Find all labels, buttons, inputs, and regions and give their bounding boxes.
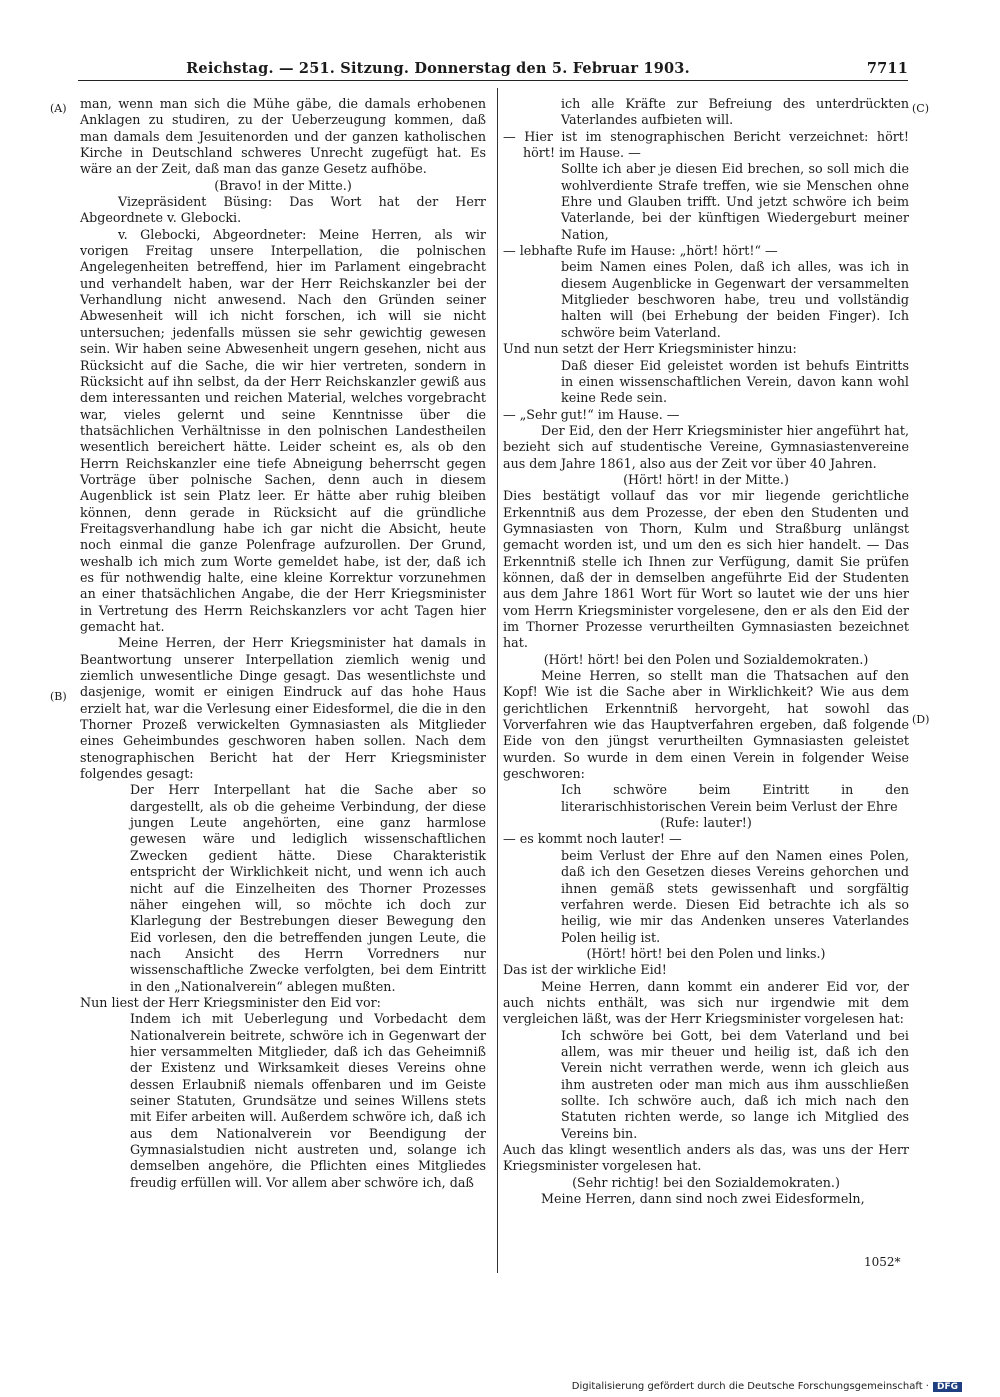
paragraph: Vizepräsident Büsing: Das Wort hat der Herr Abgeordnete v. Glebocki. [80,194,486,226]
margin-marker-c: (C) [912,102,929,115]
page-number: 7711 [866,60,908,77]
running-header [78,58,908,82]
remark: — Hier ist im stenographischen Bericht verzeichnet: hört! hört! im Hause. — [503,128,909,161]
quotation: Der Herr Interpellant hat die Sache aber so dargestellt, als ob die geheime Verbindung, der diese jungen Leute angehörten, eine ganz harmlose gewesen wäre und lediglich wissenschaftlichen Zwecken gedient hätte. Diese Charakteristik entspricht der Wirklichkeit nicht, und wenn ich auch nicht auf die Einzelheiten des Thorner Prozesses näher eingehen will, so möchte ich doch zur Klarlegung der Bestrebungen dieser Bewegung den Eid vorlesen, den die betreffenden jungen Leute, die nach Ansicht des Herrn Vorredners nur wissenschaftliche Zwecke verfolgten, bei dem Eintritt in den „Nationalverein“ ablegen mußten. [130,782,486,994]
quotation: Ich schwöre bei Gott, bei dem Vaterland und bei allem, was mir theuer und heilig ist, daß ich den Verein nicht verrathen werde, wenn ich gleich aus ihm austreten oder man mich aus ihm ausschließen sollte. Ich schwöre auch, daß ich mich nach den Statuten richten werde, so lange ich Mitglied des Vereins bin. [561,1027,909,1141]
quotation: beim Verlust der Ehre auf den Namen eines Polen, daß ich den Gesetzen dieses Vereins gehorchen und ihnen gemäß stets gewissenhaft und sorgfältig verfahren werde. Diesen Eid betrachte ich als so heilig, wie mir das Andenken unseres Vaterlandes Polen heilig ist. [561,847,909,945]
quotation: Ich schwöre beim Eintritt in den literarischhistorischen Verein beim Verlust der Ehre [561,782,909,814]
quotation: ich alle Kräfte zur Befreiung des unterdrückten Vaterlandes aufbieten will. [561,96,909,128]
paragraph: Nun liest der Herr Kriegsminister den Eid vor: [80,994,381,1010]
right-column [503,96,909,1207]
quotation: Sollte ich aber je diesen Eid brechen, so soll mich die wohlverdiente Strafe treffen, wie sie Menschen ohne Ehre und Glauben trifft. Und jetzt schwöre ich beim Vaterlande, bei der künftigen Wiedergeburt meiner Nation, [561,161,909,242]
sheet-signature: 1052* [864,1255,901,1269]
footer [572,1381,962,1392]
left-column [80,96,486,1191]
paragraph: Dies bestätigt vollauf das vor mir liegende gerichtliche Erkenntniß aus dem Prozesse, der eben den Studenten und Gymnasiasten von Thorn, Kulm und Straßburg unlängst gemacht worden ist, und um den es sich hier handelt. — Das Erkenntniß stelle ich Ihnen zur Verfügung, damit Sie prüfen können, daß der in demselben angeführte Eid der Studenten aus dem Jahre 1861 Wort für Wort so lautet wie der uns hier vom Herrn Kriegsminister vorgelesene, den er als den Eid der im Thorner Prozesse verurtheilten Gymnasiasten bezeichnet hat. [503,488,909,651]
paragraph: Das ist der wirkliche Eid! [503,962,667,978]
dfg-logo: DFG [933,1382,962,1392]
interjection: (Bravo! in der Mitte.) [214,177,352,193]
paragraph: man, wenn man sich die Mühe gäbe, die damals erhobenen Anklagen zu studiren, zu der Ueberzeugung kommen, daß man damals dem Jesuitenorden und der ganzen katholischen Kirche in Deutschland schweres Unrecht zugefügt hat. Es wäre an der Zeit, daß man das ganze Gesetz aufhöbe. [80,96,486,177]
paragraph: Meine Herren, der Herr Kriegsminister hat damals in Beantwortung unserer Interpellation ziemlich wenig und ziemlich unwesentliche Dinge gesagt. Das wesentlichste und dasjenige, womit er einigen Eindruck auf das hohe Haus erzielt hat, war die Verlesung einer Eidesformel, die die in den Thorner Prozeß verwickelten Gymnasiasten als Mitglieder eines Geheimbundes geschworen haben sollen. Nach dem stenographischen Bericht hat der Herr Kriegsminister folgendes gesagt: [80,635,486,782]
margin-marker-b: (B) [50,690,67,703]
speech-paragraph: v. Glebocki, Abgeordneter: Meine Herren, als wir vorigen Freitag unsere Interpellation, die polnischen Angelegenheiten betreffend, hier im Parlament eingebracht und verhandelt haben, war der Herr Reichskanzler bei der Verhandlung nicht anwesend. Nach den Gründen seiner Abwesenheit will ich nicht forschen, ich will sie nicht untersuchen; jedenfalls müssen sie sehr gewichtig gewesen sein. Wir haben seine Abwesenheit ungern gesehen, nicht aus Rücksicht auf die Sache, die wir hier vertreten, sondern in Rücksicht auf ihn selbst, da der Herr Reichskanzler gewiß aus dem interessanten und reichen Material, welches vorgebracht war, vieles gelernt und seine Kenntnisse über die thatsächlichen Verhältnisse in den polnischen Landestheilen wesentlich bereichert hätte. Leider scheint es, als ob den Herrn Reichskanzler eine tiefe Abneigung beherrscht gegen Vorträge über polnische Sachen, denn auch in diesem Augenblick ist sein Platz leer. Er hätte aber ruhig bleiben können, denn gerade in Rücksicht auf die gründliche Freitagsverhandlung habe ich gar nicht die Absicht, heute noch einmal die ganze Polenfrage aufzurollen. Der Grund, weshalb ich mich zum Worte gemeldet habe, ist der, daß ich es für nothwendig halte, eine kleine Korrektur vorzunehmen an einer thatsächlichen Angabe, die der Herr Kriegsminister in Vertretung des Herrn Reichskanzlers vor acht Tagen hier gemacht hat. [80,226,486,634]
interjection: — lebhafte Rufe im Hause: „hört! hört!“ — [503,243,778,259]
quotation: Indem ich mit Ueberlegung und Vorbedacht dem Nationalverein beitrete, schwöre ich in Gegenwart der hier versammelten Mitglieder, daß ich das Geheimniß der Existenz und Wirksamkeit dieses Vereins ohne dessen Erlaubniß niemals offenbaren und im Geiste seiner Statuten, Grundsätze und seines Willens stets mit Eifer arbeiten will. Außerdem schwöre ich, daß ich aus dem Nationalverein vor Beendigung der Gymnasialstudien nicht austreten und, solange ich demselben angehöre, die Pflichten eines Mitgliedes freudig erfüllen will. Vor allem aber schwöre ich, daß [130,1011,486,1190]
interjection: (Hört! hört! in der Mitte.) [623,471,789,487]
interjection: (Hört! hört! bei den Polen und links.) [586,945,826,961]
column-divider [497,88,498,1273]
paragraph: Und nun setzt der Herr Kriegsminister hinzu: [503,341,797,357]
quotation: Daß dieser Eid geleistet worden ist behufs Eintritts in einen wissenschaftlichen Verein, davon kann wohl keine Rede sein. [561,357,909,406]
paragraph: Meine Herren, dann kommt ein anderer Eid vor, der auch nichts enthält, was sich nur irgendwie mit dem vergleichen läßt, was der Herr Kriegsminister vorgelesen hat: [503,978,909,1027]
interjection: — „Sehr gut!“ im Hause. — [503,406,680,422]
margin-marker-a: (A) [50,102,67,115]
paragraph: Meine Herren, so stellt man die Thatsachen auf den Kopf! Wie ist die Sache aber in Wirklichkeit? Wie aus dem gerichtlichen Erkenntniß hervorgeht, hat sowohl das Vorverfahren wie das Hauptverfahren ergeben, daß folgende Eide von den jüngst verurtheilten Gymnasiasten geleistet wurden. So wurde in dem einen Verein in folgender Weise geschworen: [503,668,909,782]
interjection: (Rufe: lauter!) [660,815,752,831]
paragraph: Meine Herren, dann sind noch zwei Eidesformeln, [541,1191,865,1207]
margin-marker-d: (D) [912,713,930,726]
footer-text: Digitalisierung gefördert durch die Deutsche Forschungsgemeinschaft · [571,1381,929,1392]
paragraph: Der Eid, den der Herr Kriegsminister hier angeführt hat, bezieht sich auf studentische Vereine, Gymnasiastenvereine aus dem Jahre 1861, also aus der Zeit vor über 40 Jahren. [503,422,909,471]
quotation: beim Namen eines Polen, daß ich alles, was ich in diesem Augenblicke in Gegenwart der versammelten Mitglieder beschworen habe, treu und vollständig halten will (bei Erhebung der beiden Finger). Ich schwöre beim Vaterland. [561,259,909,340]
interjection: (Sehr richtig! bei den Sozialdemokraten.) [572,1174,840,1190]
header-rule [78,80,908,81]
paragraph: Auch das klingt wesentlich anders als das, was uns der Herr Kriegsminister vorgelesen hat. [503,1142,909,1174]
interjection: — es kommt noch lauter! — [503,831,682,847]
header-title: Reichstag. — 251. Sitzung. Donnerstag den 5. Februar 1903. [186,60,690,77]
interjection: (Hört! hört! bei den Polen und Sozialdemokraten.) [543,651,869,667]
